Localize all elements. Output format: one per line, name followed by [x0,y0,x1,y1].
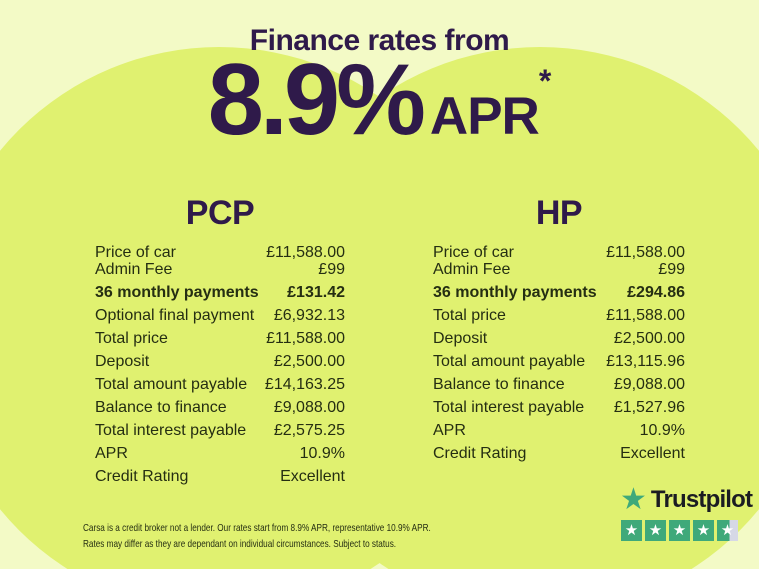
hero-apr-label: APR [429,87,539,146]
row-label: Price of car [95,244,176,261]
table-row [95,422,345,439]
row-label: Balance to finance [433,376,565,393]
table-row [433,307,685,324]
row-value: £9,088.00 [273,399,345,416]
row-value: £294.86 [627,284,685,301]
table-row [95,307,345,324]
row-label: Total interest payable [95,422,247,439]
table-row [95,468,345,485]
rating-star-box: ★ [693,520,714,541]
table-row [433,353,685,370]
row-value: £14,163.25 [264,376,345,393]
row-value: £2,575.25 [273,422,345,439]
rating-star-box: ★ [669,520,690,541]
trustpilot-wordmark: Trustpilot [650,486,753,513]
page-title: Finance rates from [249,24,510,57]
rating-star-box: ★ [645,520,666,541]
table-row [95,330,345,347]
row-label: 36 monthly payments [433,284,597,301]
hp-table [433,244,685,462]
hero-rate-value: 8.9% [207,44,422,156]
row-value: £11,588.00 [266,244,345,261]
row-label: Total interest payable [433,399,585,416]
table-row [95,244,345,261]
table-row [95,399,345,416]
legal-disclaimer [83,520,431,552]
table-row [433,261,685,278]
row-label: Total price [433,307,506,324]
row-value: Excellent [280,468,345,485]
row-value: £2,500.00 [613,330,685,347]
hero-apr-asterisk: * [538,63,552,99]
row-value: 10.9% [299,445,345,462]
row-label: Optional final payment [95,307,255,324]
row-value: £11,588.00 [606,244,685,261]
row-label: APR [433,422,466,439]
row-label: Balance to finance [95,399,227,416]
pcp-column [95,194,345,491]
row-label: Deposit [433,330,488,347]
row-label: Total price [95,330,168,347]
row-value: £131.42 [287,284,345,301]
hero-rate [0,44,759,156]
row-value: £1,527.96 [613,399,685,416]
disclaimer-line-2: Rates may differ as they are dependant on individual circumstances. Subject to status. [83,538,397,550]
table-row [95,376,345,393]
row-value: £99 [658,261,685,278]
row-label: Total amount payable [433,353,586,370]
table-row [433,330,685,347]
rating-star-box: ★ [717,520,738,541]
hp-column [433,194,685,468]
table-row [95,353,345,370]
row-label: APR [95,445,128,462]
rating-star-box: ★ [621,520,642,541]
table-row [433,244,685,261]
row-value: £99 [318,261,345,278]
row-label: 36 monthly payments [95,284,259,301]
disclaimer-line-1: Carsa is a credit broker not a lender. Our rates start from 8.9% APR, representative 10.9% APR. [83,522,431,534]
trustpilot-star-icon: ★ [620,483,647,516]
row-value: £6,932.13 [273,307,345,324]
table-row [433,284,685,301]
row-label: Admin Fee [95,261,173,278]
trustpilot-rating-stars [621,520,742,541]
table-row [95,261,345,278]
table-row [95,284,345,301]
row-label: Credit Rating [433,445,527,462]
pcp-table [95,244,345,485]
row-label: Credit Rating [95,468,189,485]
table-row [433,399,685,416]
row-value: £13,115.96 [606,353,685,370]
row-value: £11,588.00 [606,307,685,324]
table-row [433,445,685,462]
row-value: £11,588.00 [266,330,345,347]
row-label: Price of car [433,244,514,261]
row-label: Admin Fee [433,261,511,278]
row-value: £2,500.00 [273,353,345,370]
table-row [433,376,685,393]
trustpilot-badge [620,483,753,541]
table-row [95,445,345,462]
pcp-heading: PCP [185,194,255,232]
row-label: Deposit [95,353,150,370]
row-label: Total amount payable [95,376,248,393]
hp-heading: HP [535,194,583,232]
row-value: 10.9% [639,422,685,439]
row-value: Excellent [620,445,685,462]
row-value: £9,088.00 [613,376,685,393]
table-row [433,422,685,439]
